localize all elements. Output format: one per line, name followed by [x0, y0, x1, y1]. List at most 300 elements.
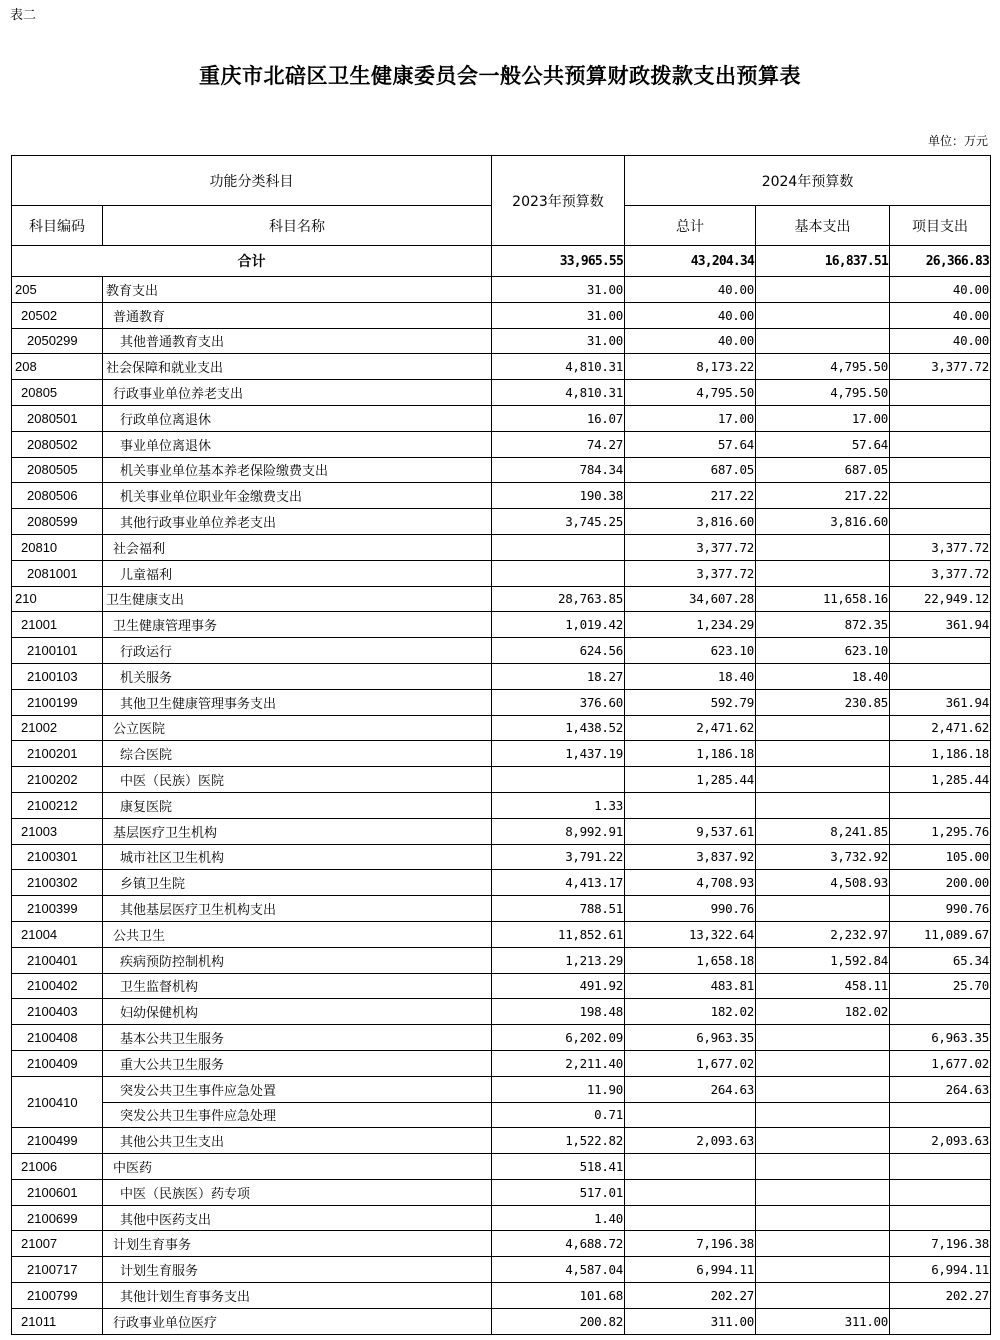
header-total: 总计 [625, 206, 756, 246]
budget-2024-basic: 311.00 [756, 1308, 890, 1334]
table-row [12, 277, 991, 303]
budget-2024-basic [756, 1283, 890, 1309]
budget-2024-project: 990.76 [890, 896, 991, 922]
table-row [12, 612, 991, 638]
budget-2024-basic [756, 302, 890, 328]
table-row [12, 792, 991, 818]
table-row [12, 1025, 991, 1051]
budget-2023: 4,810.31 [492, 380, 625, 406]
budget-2023: 518.41 [492, 1154, 625, 1180]
budget-2024-project: 264.63 [890, 1076, 991, 1102]
subject-name: 突发公共卫生事件应急处理 [103, 1102, 492, 1128]
subject-code: 20810 [12, 534, 103, 560]
header-name: 科目名称 [103, 206, 492, 246]
subject-code: 2100409 [12, 1050, 103, 1076]
budget-2024-project [890, 1179, 991, 1205]
total-row [12, 246, 991, 277]
subject-code: 2100717 [12, 1257, 103, 1283]
budget-2024-basic [756, 534, 890, 560]
subject-code: 2100601 [12, 1179, 103, 1205]
budget-2023: 11,852.61 [492, 921, 625, 947]
subject-name: 卫生监督机构 [103, 973, 492, 999]
budget-2024-project [890, 663, 991, 689]
budget-2024-basic: 217.22 [756, 483, 890, 509]
budget-2024-basic [756, 1257, 890, 1283]
budget-2024-project: 6,994.11 [890, 1257, 991, 1283]
budget-2024-project: 202.27 [890, 1283, 991, 1309]
budget-2024-project: 40.00 [890, 277, 991, 303]
subject-code: 2100401 [12, 947, 103, 973]
budget-2024-basic: 3,732.92 [756, 844, 890, 870]
budget-2024-basic [756, 767, 890, 793]
budget-2024-total [625, 792, 756, 818]
budget-2024-total: 6,994.11 [625, 1257, 756, 1283]
table-row [12, 844, 991, 870]
subject-name: 其他行政事业单位养老支出 [103, 509, 492, 535]
subject-code: 2100302 [12, 870, 103, 896]
subject-name: 综合医院 [103, 741, 492, 767]
budget-2024-basic: 623.10 [756, 638, 890, 664]
budget-2023: 74.27 [492, 431, 625, 457]
budget-2024-total: 202.27 [625, 1283, 756, 1309]
subject-code: 2100699 [12, 1205, 103, 1231]
table-row [12, 973, 991, 999]
subject-name: 重大公共卫生服务 [103, 1050, 492, 1076]
budget-2024-total: 1,186.18 [625, 741, 756, 767]
header-code: 科目编码 [12, 206, 103, 246]
subject-code: 2100201 [12, 741, 103, 767]
subject-name: 突发公共卫生事件应急处置 [103, 1076, 492, 1102]
table-row [12, 1128, 991, 1154]
subject-name: 社会保障和就业支出 [103, 354, 492, 380]
budget-2023: 28,763.85 [492, 586, 625, 612]
budget-2024-total: 264.63 [625, 1076, 756, 1102]
table-row [12, 1050, 991, 1076]
budget-2024-total: 40.00 [625, 277, 756, 303]
subject-name: 社会福利 [103, 534, 492, 560]
budget-2024-total: 3,816.60 [625, 509, 756, 535]
table-row [12, 1179, 991, 1205]
budget-2024-basic: 3,816.60 [756, 509, 890, 535]
budget-2023: 1,213.29 [492, 947, 625, 973]
budget-2023: 1,522.82 [492, 1128, 625, 1154]
subject-name: 行政单位离退休 [103, 405, 492, 431]
budget-2024-total: 217.22 [625, 483, 756, 509]
budget-2024-basic: 17.00 [756, 405, 890, 431]
header-func-category: 功能分类科目 [12, 156, 492, 206]
subject-code: 21006 [12, 1154, 103, 1180]
table-row [12, 483, 991, 509]
subject-name: 计划生育事务 [103, 1231, 492, 1257]
budget-2024-total: 13,322.64 [625, 921, 756, 947]
budget-2024-project: 11,089.67 [890, 921, 991, 947]
budget-2024-total: 40.00 [625, 328, 756, 354]
budget-2023: 1.40 [492, 1205, 625, 1231]
budget-2024-basic: 182.02 [756, 999, 890, 1025]
table-row [12, 767, 991, 793]
table-row [12, 586, 991, 612]
subject-name: 计划生育服务 [103, 1257, 492, 1283]
table-row [12, 431, 991, 457]
budget-2023: 11.90 [492, 1076, 625, 1102]
budget-2024-basic: 458.11 [756, 973, 890, 999]
budget-2024-basic: 11,658.16 [756, 586, 890, 612]
budget-2023: 2,211.40 [492, 1050, 625, 1076]
budget-2024-basic: 57.64 [756, 431, 890, 457]
budget-2024-basic [756, 1154, 890, 1180]
subject-code: 2081001 [12, 560, 103, 586]
subject-name: 公共卫生 [103, 921, 492, 947]
budget-2023 [492, 534, 625, 560]
budget-2023: 4,413.17 [492, 870, 625, 896]
budget-2024-project: 3,377.72 [890, 354, 991, 380]
subject-code: 210 [12, 586, 103, 612]
table-row [12, 921, 991, 947]
subject-name: 其他公共卫生支出 [103, 1128, 492, 1154]
total-2024-project: 26,366.83 [890, 246, 991, 277]
budget-2024-basic [756, 560, 890, 586]
budget-2024-total: 9,537.61 [625, 818, 756, 844]
budget-2024-total: 3,377.72 [625, 560, 756, 586]
budget-2024-project [890, 1154, 991, 1180]
budget-2023: 18.27 [492, 663, 625, 689]
budget-2024-project [890, 1102, 991, 1128]
subject-code: 21004 [12, 921, 103, 947]
unit-label: 单位：万元 [927, 134, 988, 148]
table-row [12, 405, 991, 431]
subject-name: 康复医院 [103, 792, 492, 818]
budget-2024-total: 17.00 [625, 405, 756, 431]
budget-2024-project [890, 457, 991, 483]
budget-2024-project: 2,471.62 [890, 715, 991, 741]
table-row [12, 1257, 991, 1283]
subject-code: 2100402 [12, 973, 103, 999]
subject-name: 行政运行 [103, 638, 492, 664]
budget-2024-total [625, 1205, 756, 1231]
budget-2024-project: 1,186.18 [890, 741, 991, 767]
header-budget-2024: 2024年预算数 [625, 156, 991, 206]
subject-code: 2100499 [12, 1128, 103, 1154]
budget-2024-basic [756, 1025, 890, 1051]
budget-2024-project: 6,963.35 [890, 1025, 991, 1051]
budget-2024-project: 200.00 [890, 870, 991, 896]
subject-name: 机关事业单位职业年金缴费支出 [103, 483, 492, 509]
subject-code: 21007 [12, 1231, 103, 1257]
table-row [12, 896, 991, 922]
subject-code: 21001 [12, 612, 103, 638]
subject-name: 事业单位离退休 [103, 431, 492, 457]
table-row [12, 1076, 991, 1102]
budget-2024-total: 182.02 [625, 999, 756, 1025]
budget-2024-total: 34,607.28 [625, 586, 756, 612]
budget-2024-total: 4,708.93 [625, 870, 756, 896]
budget-2024-basic [756, 1231, 890, 1257]
budget-2024-basic [756, 1050, 890, 1076]
budget-2024-project [890, 792, 991, 818]
header-project: 项目支出 [890, 206, 991, 246]
subject-code: 2080501 [12, 405, 103, 431]
budget-2024-basic: 8,241.85 [756, 818, 890, 844]
budget-2023: 8,992.91 [492, 818, 625, 844]
table-row [12, 689, 991, 715]
budget-2024-basic: 230.85 [756, 689, 890, 715]
subject-name: 行政事业单位医疗 [103, 1308, 492, 1334]
subject-code: 21002 [12, 715, 103, 741]
table-row [12, 1154, 991, 1180]
subject-code: 205 [12, 277, 103, 303]
budget-2023: 624.56 [492, 638, 625, 664]
subject-name: 行政事业单位养老支出 [103, 380, 492, 406]
subject-name: 乡镇卫生院 [103, 870, 492, 896]
budget-2024-total: 3,377.72 [625, 534, 756, 560]
subject-name: 其他中医药支出 [103, 1205, 492, 1231]
table-row [12, 534, 991, 560]
budget-2024-basic: 1,592.84 [756, 947, 890, 973]
table-row [12, 457, 991, 483]
subject-name: 基本公共卫生服务 [103, 1025, 492, 1051]
budget-2024-total: 1,285.44 [625, 767, 756, 793]
budget-2023: 4,688.72 [492, 1231, 625, 1257]
budget-2024-basic [756, 1128, 890, 1154]
subject-name: 中医（民族医）药专项 [103, 1179, 492, 1205]
budget-2024-basic: 4,508.93 [756, 870, 890, 896]
budget-2023 [492, 560, 625, 586]
table-row [12, 870, 991, 896]
budget-2024-basic [756, 715, 890, 741]
subject-name: 机关服务 [103, 663, 492, 689]
document-tag: 表二 [10, 8, 37, 23]
budget-2024-project: 1,285.44 [890, 767, 991, 793]
subject-code: 2100103 [12, 663, 103, 689]
budget-2024-project: 1,677.02 [890, 1050, 991, 1076]
budget-2024-project: 361.94 [890, 689, 991, 715]
budget-2024-project [890, 638, 991, 664]
budget-2023: 31.00 [492, 277, 625, 303]
budget-2023: 4,587.04 [492, 1257, 625, 1283]
budget-2023: 1.33 [492, 792, 625, 818]
budget-2024-project: 105.00 [890, 844, 991, 870]
budget-2023: 517.01 [492, 1179, 625, 1205]
subject-code: 2100301 [12, 844, 103, 870]
subject-code: 2080599 [12, 509, 103, 535]
budget-2024-basic: 872.35 [756, 612, 890, 638]
table-row [12, 715, 991, 741]
subject-code: 2100199 [12, 689, 103, 715]
budget-2023: 0.71 [492, 1102, 625, 1128]
budget-2024-basic: 2,232.97 [756, 921, 890, 947]
budget-2024-project: 65.34 [890, 947, 991, 973]
budget-2024-project: 22,949.12 [890, 586, 991, 612]
budget-2024-total [625, 1102, 756, 1128]
table-row [12, 354, 991, 380]
subject-name: 基层医疗卫生机构 [103, 818, 492, 844]
budget-2024-basic [756, 1076, 890, 1102]
total-2023: 33,965.55 [492, 246, 625, 277]
budget-2024-total: 6,963.35 [625, 1025, 756, 1051]
budget-2024-project: 3,377.72 [890, 560, 991, 586]
subject-code: 21003 [12, 818, 103, 844]
total-2024-total: 43,204.34 [625, 246, 756, 277]
table-row [12, 509, 991, 535]
subject-code: 2080506 [12, 483, 103, 509]
table-row [12, 741, 991, 767]
budget-2024-total: 623.10 [625, 638, 756, 664]
budget-2024-project [890, 431, 991, 457]
subject-name: 机关事业单位基本养老保险缴费支出 [103, 457, 492, 483]
subject-name: 其他普通教育支出 [103, 328, 492, 354]
table-row [12, 1205, 991, 1231]
budget-2024-project: 1,295.76 [890, 818, 991, 844]
subject-code: 2050299 [12, 328, 103, 354]
budget-2023: 1,437.19 [492, 741, 625, 767]
subject-code: 20502 [12, 302, 103, 328]
subject-code: 2100101 [12, 638, 103, 664]
budget-2024-total: 57.64 [625, 431, 756, 457]
budget-2024-basic [756, 1205, 890, 1231]
budget-2024-project [890, 380, 991, 406]
table-row [12, 1283, 991, 1309]
budget-2024-total: 8,173.22 [625, 354, 756, 380]
budget-2023: 4,810.31 [492, 354, 625, 380]
budget-2024-basic [756, 277, 890, 303]
budget-2023: 788.51 [492, 896, 625, 922]
subject-name: 妇幼保健机构 [103, 999, 492, 1025]
budget-2024-total: 40.00 [625, 302, 756, 328]
budget-2023: 784.34 [492, 457, 625, 483]
budget-2023: 190.38 [492, 483, 625, 509]
table-row [12, 638, 991, 664]
subject-name: 公立医院 [103, 715, 492, 741]
table-row [12, 1308, 991, 1334]
budget-2024-basic [756, 896, 890, 922]
subject-name: 其他计划生育事务支出 [103, 1283, 492, 1309]
subject-code: 2100408 [12, 1025, 103, 1051]
subject-name: 儿童福利 [103, 560, 492, 586]
budget-2024-total: 687.05 [625, 457, 756, 483]
budget-2024-basic [756, 1102, 890, 1128]
budget-2024-total: 3,837.92 [625, 844, 756, 870]
budget-2024-basic: 4,795.50 [756, 380, 890, 406]
budget-2024-project: 40.00 [890, 302, 991, 328]
subject-code: 2080502 [12, 431, 103, 457]
table-row [12, 1231, 991, 1257]
budget-2024-total: 592.79 [625, 689, 756, 715]
table-row [12, 560, 991, 586]
budget-2023: 101.68 [492, 1283, 625, 1309]
subject-code: 2100799 [12, 1283, 103, 1309]
subject-code: 21011 [12, 1308, 103, 1334]
subject-code: 2100410 [12, 1076, 103, 1128]
budget-2024-basic [756, 792, 890, 818]
budget-2023: 6,202.09 [492, 1025, 625, 1051]
budget-2024-total [625, 1154, 756, 1180]
budget-2024-basic: 4,795.50 [756, 354, 890, 380]
budget-2024-total: 1,234.29 [625, 612, 756, 638]
budget-2024-basic [756, 741, 890, 767]
total-2024-basic: 16,837.51 [756, 246, 890, 277]
subject-name: 其他卫生健康管理事务支出 [103, 689, 492, 715]
subject-code: 2080505 [12, 457, 103, 483]
budget-2023: 376.60 [492, 689, 625, 715]
budget-2023: 31.00 [492, 328, 625, 354]
subject-name: 其他基层医疗卫生机构支出 [103, 896, 492, 922]
budget-2023: 1,438.52 [492, 715, 625, 741]
subject-code: 20805 [12, 380, 103, 406]
total-label: 合计 [12, 246, 492, 277]
budget-2023: 200.82 [492, 1308, 625, 1334]
header-basic: 基本支出 [756, 206, 890, 246]
budget-2024-project [890, 405, 991, 431]
budget-2024-basic [756, 1179, 890, 1205]
budget-2023: 3,791.22 [492, 844, 625, 870]
budget-2024-total: 990.76 [625, 896, 756, 922]
budget-2023: 198.48 [492, 999, 625, 1025]
budget-2024-project: 25.70 [890, 973, 991, 999]
subject-name: 卫生健康支出 [103, 586, 492, 612]
budget-2024-project [890, 1308, 991, 1334]
subject-name: 城市社区卫生机构 [103, 844, 492, 870]
budget-2024-total: 4,795.50 [625, 380, 756, 406]
budget-2024-basic: 687.05 [756, 457, 890, 483]
budget-table [11, 155, 991, 1335]
budget-2024-project [890, 999, 991, 1025]
budget-2023: 491.92 [492, 973, 625, 999]
subject-name: 中医药 [103, 1154, 492, 1180]
subject-code: 2100212 [12, 792, 103, 818]
subject-code: 2100202 [12, 767, 103, 793]
subject-name: 中医（民族）医院 [103, 767, 492, 793]
subject-name: 卫生健康管理事务 [103, 612, 492, 638]
budget-2024-total: 7,196.38 [625, 1231, 756, 1257]
budget-2024-basic [756, 328, 890, 354]
budget-2023: 31.00 [492, 302, 625, 328]
page-title: 重庆市北碚区卫生健康委员会一般公共预算财政拨款支出预算表 [199, 63, 801, 88]
budget-2024-total [625, 1179, 756, 1205]
subject-code: 2100399 [12, 896, 103, 922]
table-row [12, 328, 991, 354]
subject-code: 2100403 [12, 999, 103, 1025]
budget-2024-project [890, 483, 991, 509]
subject-name: 疾病预防控制机构 [103, 947, 492, 973]
budget-2023: 3,745.25 [492, 509, 625, 535]
header-budget-2023: 2023年预算数 [492, 156, 625, 246]
table-row [12, 1102, 991, 1128]
budget-2024-project: 3,377.72 [890, 534, 991, 560]
budget-2023: 1,019.42 [492, 612, 625, 638]
table-row [12, 947, 991, 973]
budget-2024-project: 7,196.38 [890, 1231, 991, 1257]
budget-2024-total: 483.81 [625, 973, 756, 999]
budget-2024-total: 2,471.62 [625, 715, 756, 741]
budget-2024-total: 2,093.63 [625, 1128, 756, 1154]
budget-2024-project: 40.00 [890, 328, 991, 354]
budget-2024-project [890, 1205, 991, 1231]
budget-2024-total: 1,677.02 [625, 1050, 756, 1076]
subject-name: 教育支出 [103, 277, 492, 303]
budget-2024-total: 18.40 [625, 663, 756, 689]
budget-2024-project [890, 509, 991, 535]
table-row [12, 302, 991, 328]
table-row [12, 999, 991, 1025]
budget-2024-project: 361.94 [890, 612, 991, 638]
budget-2024-total: 1,658.18 [625, 947, 756, 973]
budget-2024-basic: 18.40 [756, 663, 890, 689]
budget-2024-project: 2,093.63 [890, 1128, 991, 1154]
table-row [12, 663, 991, 689]
budget-2024-total: 311.00 [625, 1308, 756, 1334]
subject-name: 普通教育 [103, 302, 492, 328]
subject-code: 208 [12, 354, 103, 380]
